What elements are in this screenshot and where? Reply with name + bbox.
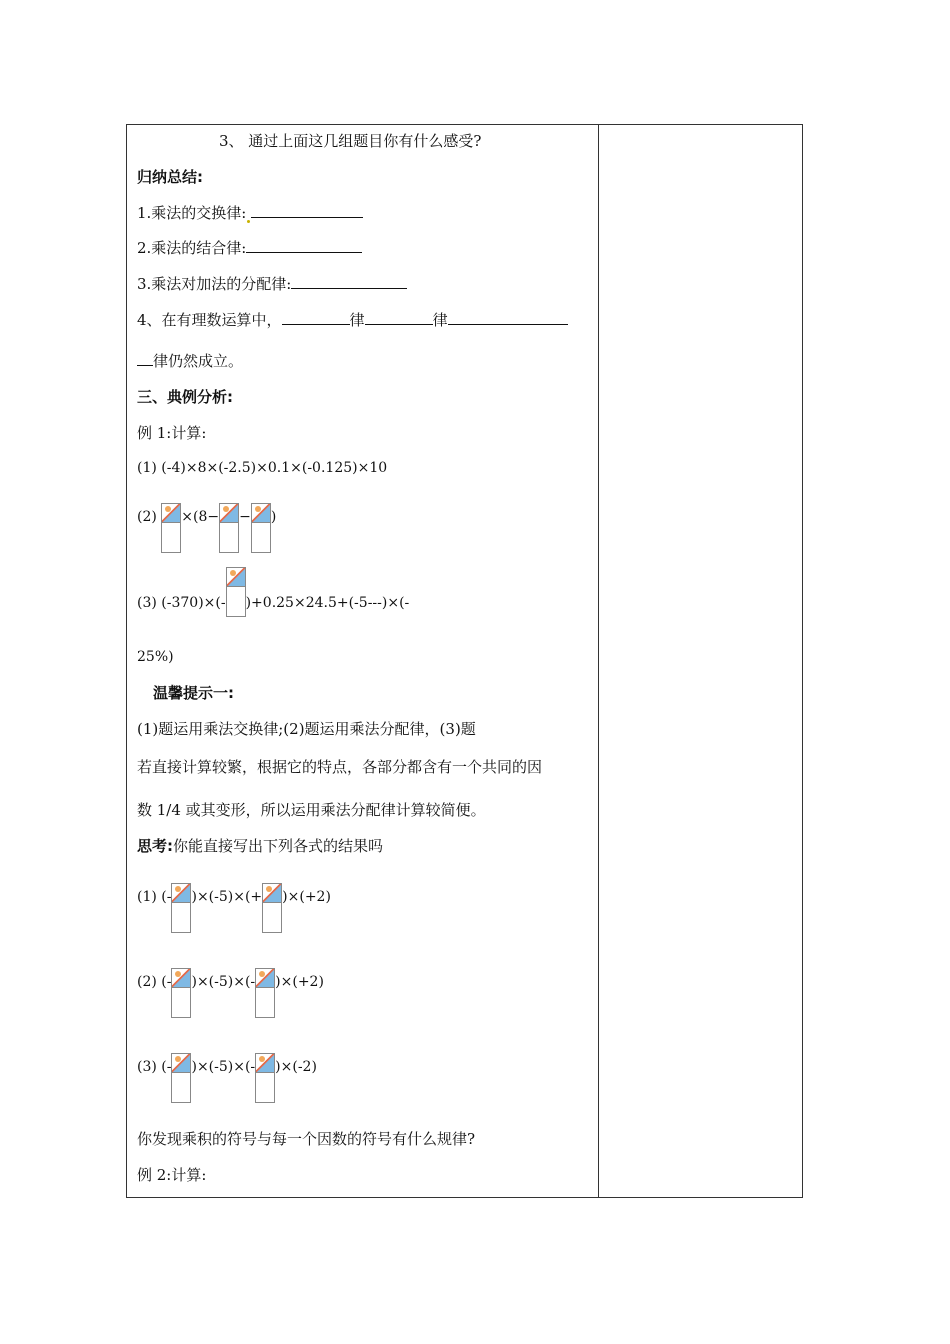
law-4-cont: 律仍然成立。	[137, 351, 243, 371]
think-item-3: (3) (- )×(-5)×(- )×(-2)	[137, 1057, 317, 1103]
example-1-item-3-cont: 25%)	[137, 649, 174, 665]
example-1-item-2: (2) ×(8− − )	[137, 507, 276, 553]
fraction-image	[262, 883, 282, 933]
fraction-image	[255, 968, 275, 1018]
blank-field[interactable]	[251, 203, 363, 218]
fraction-image	[255, 1053, 275, 1103]
tip-line-1: (1)题运用乘法交换律;(2)题运用乘法分配律，(3)题	[137, 720, 476, 738]
fraction-image	[226, 567, 246, 617]
column-divider	[598, 125, 599, 1197]
law-3: 3.乘法对加法的分配律:	[137, 274, 407, 294]
think-item-1: (1) (- )×(-5)×(+ )×(+2)	[137, 887, 331, 933]
fraction-image	[171, 883, 191, 933]
fraction-image	[171, 1053, 191, 1103]
example-2-label: 例 2:计算:	[137, 1166, 207, 1184]
section-3-title: 三、典例分析:	[137, 388, 233, 406]
blank-field[interactable]	[282, 310, 350, 325]
blank-field[interactable]	[291, 274, 407, 289]
blank-field[interactable]	[448, 310, 568, 325]
tip-line-3: 数 1/4 或其变形，所以运用乘法分配律计算较简便。	[137, 801, 486, 819]
law-4: 4、在有理数运算中， 律 律	[137, 310, 568, 330]
fraction-image	[219, 503, 239, 553]
tip-title: 温馨提示一:	[153, 684, 234, 702]
law-2: 2.乘法的结合律:	[137, 238, 362, 258]
think-line: 思考:你能直接写出下列各式的结果吗	[137, 837, 384, 855]
pattern-question: 你发现乘积的符号与每一个因数的符号有什么规律?	[137, 1130, 476, 1148]
example-1-label: 例 1:计算:	[137, 424, 207, 442]
blank-field[interactable]	[246, 238, 362, 253]
example-1-item-1: (1) (-4)×8×(-2.5)×0.1×(-0.125)×10	[137, 460, 388, 476]
tip-line-2: 若直接计算较繁，根据它的特点，各部分都含有一个共同的因	[137, 758, 543, 776]
blank-field[interactable]	[365, 310, 433, 325]
content-table	[126, 124, 803, 1198]
fraction-image	[161, 503, 181, 553]
fraction-image	[251, 503, 271, 553]
question-3: 3、 通过上面这几组题目你有什么感受?	[219, 132, 482, 150]
blank-field[interactable]	[137, 351, 153, 366]
example-1-item-3: (3) (-370)×(- )+0.25×24.5+(-5---)×(-	[137, 593, 409, 617]
think-item-2: (2) (- )×(-5)×(- )×(+2)	[137, 972, 324, 1018]
fraction-image	[171, 968, 191, 1018]
summary-title: 归纳总结:	[137, 168, 203, 186]
law-1: 1.乘法的交换律:	[137, 203, 363, 223]
think-title: 思考:	[137, 837, 173, 855]
